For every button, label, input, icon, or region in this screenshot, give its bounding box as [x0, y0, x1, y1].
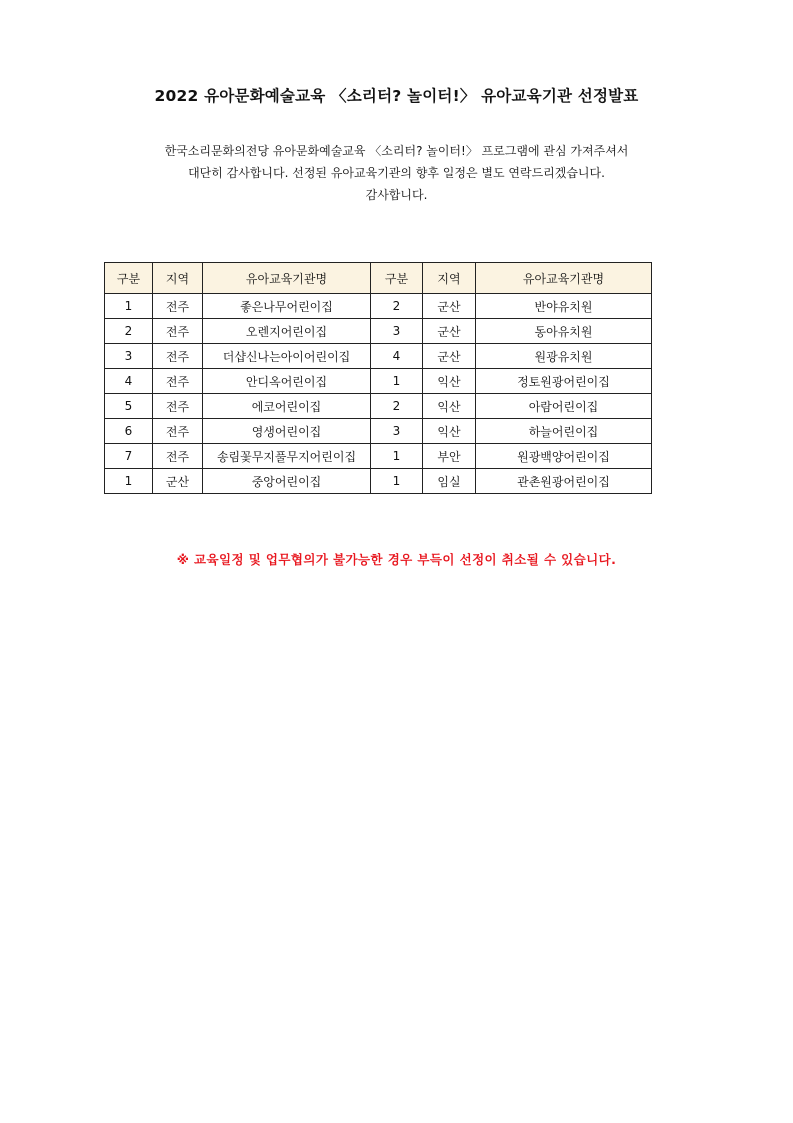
intro-line: 감사합니다. — [365, 188, 428, 202]
cell-region: 전주 — [153, 394, 203, 419]
header-category: 구분 — [371, 263, 423, 294]
cell-institution-name: 정토원광어린이집 — [476, 369, 652, 394]
cell-institution-name: 관촌원광어린이집 — [476, 469, 652, 494]
cell-region: 군산 — [153, 469, 203, 494]
header-region: 지역 — [153, 263, 203, 294]
cell-category: 1 — [371, 469, 423, 494]
cell-category: 3 — [105, 344, 153, 369]
page-title: 2022 유아문화예술교육 〈소리터? 놀이터!〉 유아교육기관 선정발표 — [154, 87, 639, 105]
cell-institution-name: 안디옥어린이집 — [203, 369, 371, 394]
cell-region: 전주 — [153, 344, 203, 369]
cell-institution-name: 원광백양어린이집 — [476, 444, 652, 469]
cell-region: 부안 — [423, 444, 476, 469]
cell-region: 익산 — [423, 394, 476, 419]
cell-region: 익산 — [423, 419, 476, 444]
table-row — [105, 369, 652, 394]
cell-institution-name: 반야유치원 — [476, 294, 652, 319]
table-row — [105, 419, 652, 444]
cell-institution-name: 원광유치원 — [476, 344, 652, 369]
cell-category: 2 — [371, 394, 423, 419]
header-category: 구분 — [105, 263, 153, 294]
cell-category: 3 — [371, 419, 423, 444]
table-row — [105, 394, 652, 419]
cell-category: 5 — [105, 394, 153, 419]
cell-category: 4 — [371, 344, 423, 369]
table-row — [105, 469, 652, 494]
cell-region: 군산 — [423, 294, 476, 319]
intro-paragraph — [0, 140, 793, 206]
table-row — [105, 319, 652, 344]
table-row — [105, 444, 652, 469]
cell-region: 군산 — [423, 319, 476, 344]
cell-institution-name: 동아유치원 — [476, 319, 652, 344]
cell-category: 4 — [105, 369, 153, 394]
selection-table — [104, 262, 652, 494]
table-header-row — [105, 263, 652, 294]
cancellation-notice: ※ 교육일정 및 업무협의가 불가능한 경우 부득이 선정이 취소될 수 있습니다. — [176, 552, 617, 567]
cell-institution-name: 좋은나무어린이집 — [203, 294, 371, 319]
table-row — [105, 294, 652, 319]
cell-institution-name: 중앙어린이집 — [203, 469, 371, 494]
cell-region: 익산 — [423, 369, 476, 394]
cell-institution-name: 하늘어린이집 — [476, 419, 652, 444]
cell-category: 1 — [371, 369, 423, 394]
header-institution-name: 유아교육기관명 — [203, 263, 371, 294]
cell-institution-name: 송림꽃무지풀무지어린이집 — [203, 444, 371, 469]
cell-institution-name: 더샵신나는아이어린이집 — [203, 344, 371, 369]
cell-category: 7 — [105, 444, 153, 469]
cell-institution-name: 오렌지어린이집 — [203, 319, 371, 344]
cell-institution-name: 아람어린이집 — [476, 394, 652, 419]
cell-region: 전주 — [153, 294, 203, 319]
cell-region: 전주 — [153, 444, 203, 469]
intro-line: 한국소리문화의전당 유아문화예술교육 〈소리터? 놀이터!〉 프로그램에 관심 가져주셔서 — [164, 144, 629, 158]
cell-category: 3 — [371, 319, 423, 344]
cell-category: 2 — [371, 294, 423, 319]
cell-category: 1 — [105, 469, 153, 494]
cell-institution-name: 에코어린이집 — [203, 394, 371, 419]
cell-region: 군산 — [423, 344, 476, 369]
header-institution-name: 유아교육기관명 — [476, 263, 652, 294]
intro-line: 대단히 감사합니다. 선정된 유아교육기관의 향후 일정은 별도 연락드리겠습니다. — [188, 166, 605, 180]
header-region: 지역 — [423, 263, 476, 294]
cell-region: 임실 — [423, 469, 476, 494]
cell-region: 전주 — [153, 419, 203, 444]
cell-category: 2 — [105, 319, 153, 344]
cell-region: 전주 — [153, 369, 203, 394]
cell-region: 전주 — [153, 319, 203, 344]
cell-category: 1 — [371, 444, 423, 469]
cell-category: 6 — [105, 419, 153, 444]
cell-category: 1 — [105, 294, 153, 319]
cell-institution-name: 영생어린이집 — [203, 419, 371, 444]
table-row — [105, 344, 652, 369]
